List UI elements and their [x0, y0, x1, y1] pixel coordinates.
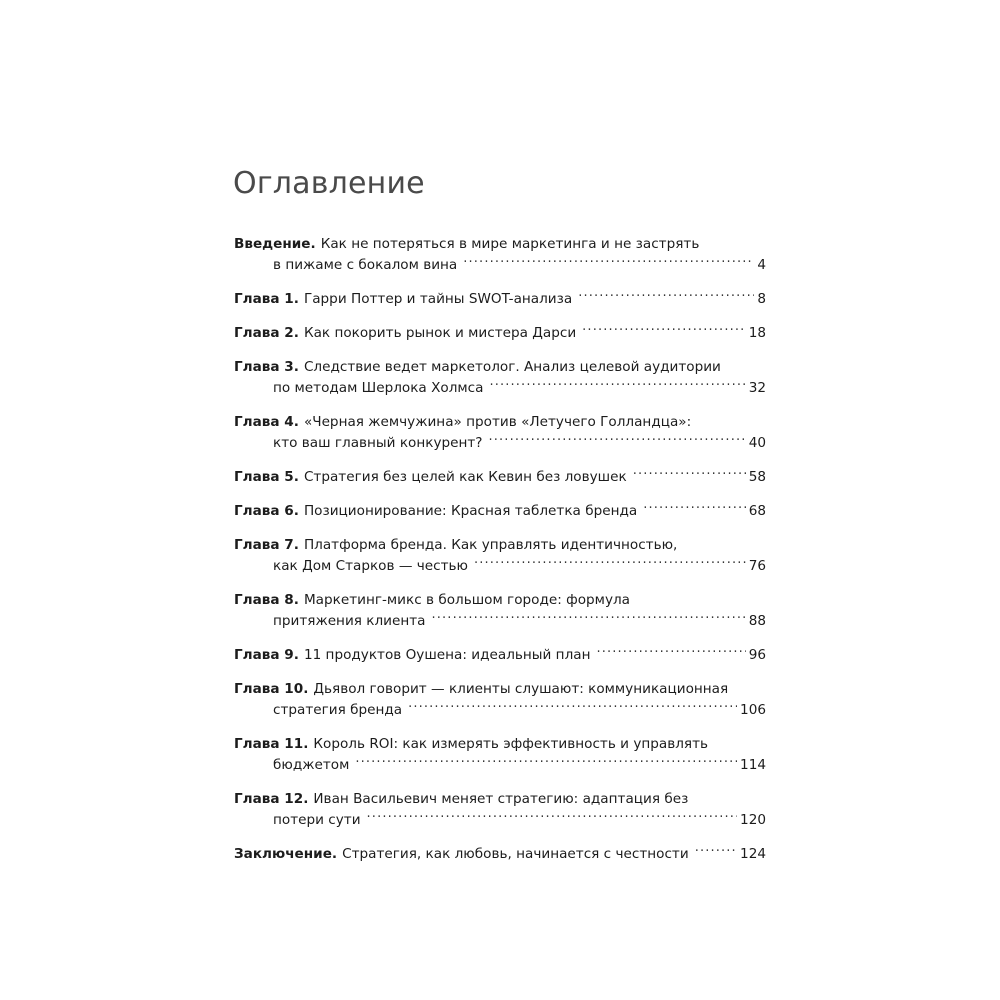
toc-entry-introduction[interactable]: [234, 234, 766, 276]
toc-entry-line: [234, 412, 766, 433]
dot-leader: [355, 755, 737, 769]
toc-entry-title-cont: как Дом Старков — честью: [273, 558, 468, 574]
dot-leader: [578, 289, 754, 303]
toc-entry-line: [234, 289, 766, 310]
toc-entry-prefix: Глава 5.: [234, 469, 299, 485]
toc-entry-title-cont: кто ваш главный конкурент?: [273, 435, 483, 451]
toc-entry-title: Как не потеряться в мире маркетинга и не застрять: [320, 236, 700, 252]
toc-entry-title: Король ROI: как измерять эффективность и управлять: [313, 736, 709, 752]
toc-entry-page: 40: [748, 435, 766, 451]
toc-entry-chapter-2[interactable]: [234, 323, 766, 344]
toc-entry-prefix: Глава 9.: [234, 647, 299, 663]
toc-entry-prefix: Глава 7.: [234, 537, 299, 553]
toc-entry-line: [234, 357, 766, 378]
toc-entry-chapter-9[interactable]: [234, 645, 766, 666]
toc-entry-line: [234, 700, 766, 721]
toc-entry-line: [234, 501, 766, 522]
toc-entry-prefix: Глава 1.: [234, 291, 299, 307]
toc-entry-page: 106: [740, 702, 766, 718]
toc-entry-chapter-12[interactable]: [234, 789, 766, 831]
dot-leader: [489, 433, 746, 447]
dot-leader: [643, 501, 745, 515]
toc-entry-title: Стратегия без целей как Кевин без ловушек: [303, 469, 627, 485]
toc-entry-prefix: Глава 8.: [234, 592, 299, 608]
toc-entry-title: Стратегия, как любовь, начинается с честности: [342, 846, 689, 862]
toc-entry-line: [234, 433, 766, 454]
toc-entry-page: 8: [757, 291, 766, 307]
toc-entry-title: «Черная жемчужина» против «Летучего Голландца»:: [303, 414, 692, 430]
toc-entry-line: [234, 755, 766, 776]
toc-entry-line: [234, 679, 766, 700]
toc-entry-prefix: Глава 10.: [234, 681, 309, 697]
toc-entry-page: 68: [748, 503, 766, 519]
toc-entry-chapter-5[interactable]: [234, 467, 766, 488]
toc-entry-title-cont: бюджетом: [273, 757, 350, 773]
toc-entry-prefix: Глава 2.: [234, 325, 299, 341]
toc-entry-prefix: Глава 3.: [234, 359, 299, 375]
dot-leader: [432, 611, 746, 625]
toc-entry-title-cont: в пижаме с бокалом вина: [273, 257, 458, 273]
toc-entry-line: [234, 789, 766, 810]
toc-entry-line: [234, 810, 766, 831]
toc-entry-page: 120: [740, 812, 766, 828]
toc-entry-line: [234, 234, 766, 255]
toc-entry-page: 4: [757, 257, 766, 273]
toc-entry-title-cont: притяжения клиента: [273, 613, 426, 629]
dot-leader: [596, 645, 745, 659]
toc-entry-chapter-1[interactable]: [234, 289, 766, 310]
dot-leader: [633, 467, 746, 481]
toc-entry-page: 88: [748, 613, 766, 629]
toc-entry-prefix: Введение.: [234, 236, 316, 252]
toc-entry-chapter-7[interactable]: [234, 535, 766, 577]
dot-leader: [582, 323, 746, 337]
toc-entry-title: Позиционирование: Красная таблетка бренда: [303, 503, 638, 519]
toc-entry-chapter-8[interactable]: [234, 590, 766, 632]
dot-leader: [489, 378, 745, 392]
toc-entry-chapter-4[interactable]: [234, 412, 766, 454]
toc-entry-prefix: Глава 11.: [234, 736, 309, 752]
toc-entry-conclusion[interactable]: [234, 844, 766, 865]
toc-entry-prefix: Заключение.: [234, 846, 338, 862]
toc-entry-page: 18: [748, 325, 766, 341]
toc-entry-page: 114: [740, 757, 766, 773]
toc-entry-page: 124: [740, 846, 766, 862]
toc-entry-title: Гарри Поттер и тайны SWOT-анализа: [303, 291, 573, 307]
toc-entry-page: 32: [748, 380, 766, 396]
dot-leader: [408, 700, 737, 714]
toc-entry-page: 96: [748, 647, 766, 663]
toc-entry-title: Следствие ведет маркетолог. Анализ целевой аудитории: [303, 359, 721, 375]
dot-leader: [463, 255, 754, 269]
dot-leader: [695, 844, 737, 858]
toc-entry-title: Дьявол говорит — клиенты слушают: коммуникационная: [313, 681, 729, 697]
toc-entry-line: [234, 611, 766, 632]
toc-entry-line: [234, 556, 766, 577]
toc-entry-line: [234, 467, 766, 488]
toc-entry-line: [234, 323, 766, 344]
toc-entry-line: [234, 378, 766, 399]
toc-title: Оглавление: [233, 166, 425, 201]
toc-entry-line: [234, 590, 766, 611]
toc-entry-prefix: Глава 12.: [234, 791, 309, 807]
toc-entry-line: [234, 844, 766, 865]
toc-entry-chapter-10[interactable]: [234, 679, 766, 721]
toc-entry-title-cont: стратегия бренда: [273, 702, 403, 718]
toc-entry-line: [234, 255, 766, 276]
toc-entry-prefix: Глава 4.: [234, 414, 299, 430]
toc-entry-line: [234, 734, 766, 755]
toc-entry-chapter-3[interactable]: [234, 357, 766, 399]
toc-entry-line: [234, 535, 766, 556]
toc-entry-title: Как покорить рынок и мистера Дарси: [303, 325, 577, 341]
toc-entry-title: Иван Васильевич меняет стратегию: адаптация без: [313, 791, 689, 807]
toc-entry-title-cont: по методам Шерлока Холмса: [273, 380, 484, 396]
toc-entry-title-cont: потери сути: [273, 812, 361, 828]
toc-entry-title: Платформа бренда. Как управлять идентичностью,: [303, 537, 678, 553]
toc-entry-title: 11 продуктов Оушена: идеальный план: [303, 647, 591, 663]
toc-entry-title: Маркетинг-микс в большом городе: формула: [303, 592, 631, 608]
toc-entry-page: 58: [748, 469, 766, 485]
dot-leader: [367, 810, 738, 824]
dot-leader: [474, 556, 746, 570]
toc-entry-chapter-11[interactable]: [234, 734, 766, 776]
toc-entry-page: 76: [748, 558, 766, 574]
toc-entry-chapter-6[interactable]: [234, 501, 766, 522]
toc-entry-line: [234, 645, 766, 666]
toc-entry-prefix: Глава 6.: [234, 503, 299, 519]
toc-list: [234, 234, 766, 878]
